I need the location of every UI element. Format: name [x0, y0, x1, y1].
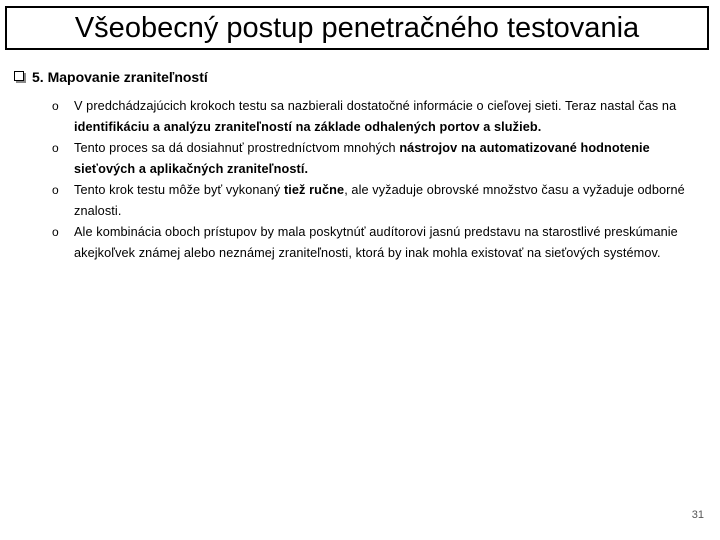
circle-bullet-icon: o	[52, 183, 59, 197]
list-item	[52, 222, 702, 264]
bullet-list	[52, 96, 702, 264]
item-text: Tento krok testu môže byť vykonaný	[74, 183, 284, 197]
item-text: Tento proces sa dá dosiahnuť prostredníctvom mnohých	[74, 141, 400, 155]
list-item	[52, 96, 702, 138]
slide-title: Všeobecný postup penetračného testovania	[74, 11, 640, 44]
emphasized-text: identifikáciu a analýzu zraniteľností na základe odhalených portov a služieb.	[74, 120, 542, 134]
emphasized-text: tiež ručne	[283, 183, 345, 197]
page-number: 31	[691, 509, 704, 521]
circle-bullet-icon: o	[52, 225, 59, 239]
slide-title-box	[5, 6, 709, 50]
square-bullet-icon	[14, 71, 26, 83]
list-item	[52, 180, 702, 222]
circle-bullet-icon: o	[52, 141, 59, 155]
circle-bullet-icon: o	[52, 99, 59, 113]
item-text: V predchádzajúcich krokoch testu sa nazbierali dostatočné informácie o cieľovej sieti. Teraz nastal čas na	[74, 99, 677, 113]
section-heading-label: 5. Mapovanie zraniteľností	[32, 69, 208, 85]
section-heading	[14, 69, 208, 85]
item-text: Ale kombinácia oboch prístupov by mala poskytnúť audítorovi jasnú predstavu na starostlivé preskúmanie akejkoľvek známej alebo neznámej zraniteľnosti, ktorá by inak mohla existovať na sieťových systémov.	[74, 225, 678, 260]
emphasized-text: nástrojov na automatizované hodnotenie sieťových a aplikačných zraniteľností.	[74, 141, 650, 176]
list-item	[52, 138, 702, 180]
item-text: , ale vyžaduje obrovské množstvo času a vyžaduje odborné znalosti.	[74, 183, 685, 218]
